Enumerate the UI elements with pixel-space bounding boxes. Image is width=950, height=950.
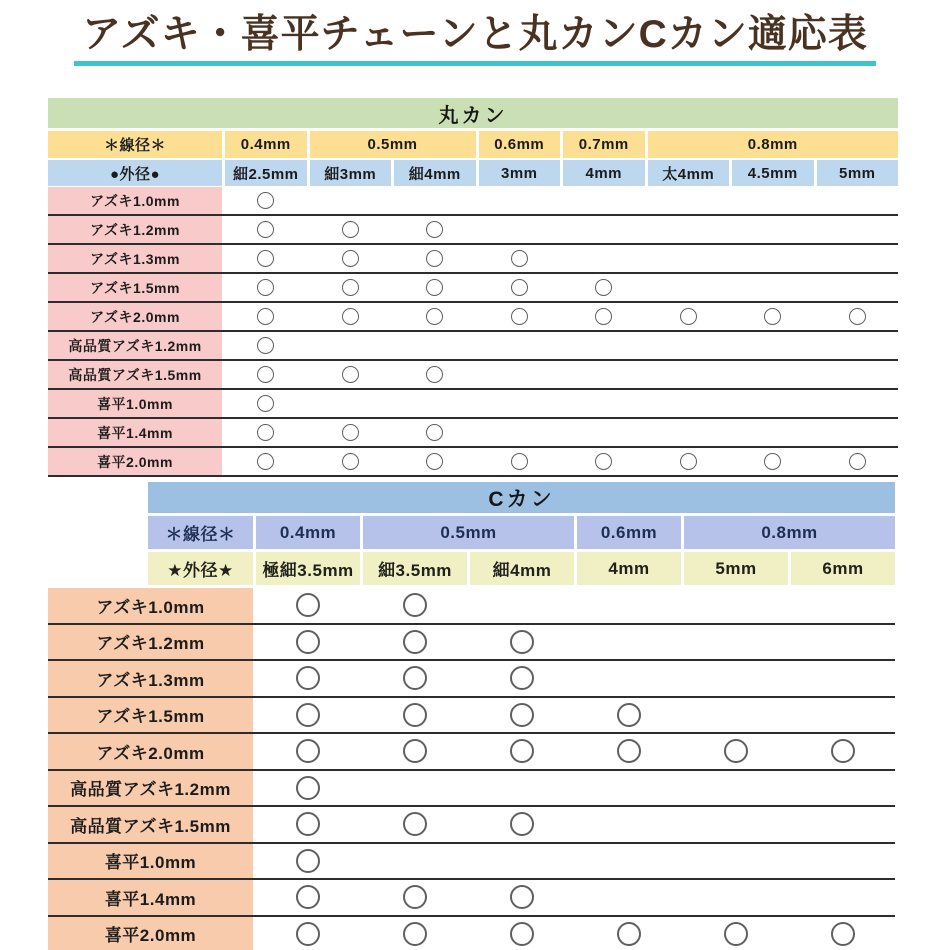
ckan-wire-diameter-row — [148, 516, 895, 549]
marukan-outer-size-cell: 細2.5mm — [225, 160, 307, 186]
compat-circle — [511, 250, 528, 267]
compat-circle — [831, 739, 855, 763]
compat-cell — [394, 187, 476, 214]
compat-cell — [577, 771, 681, 806]
compat-cell — [394, 274, 476, 301]
compat-cell — [256, 661, 360, 696]
compat-cell — [563, 332, 645, 359]
compat-cell — [791, 588, 895, 623]
compat-circle — [510, 812, 534, 836]
compat-cell — [256, 917, 360, 950]
compat-cell — [563, 361, 645, 388]
compat-cell — [310, 419, 392, 446]
compat-cell — [577, 844, 681, 879]
compat-circle — [342, 308, 359, 325]
compat-cell — [648, 274, 730, 301]
compat-cell — [394, 332, 476, 359]
marukan-wire-size-cell: 0.5mm — [310, 131, 476, 158]
marukan-table-body — [48, 187, 898, 477]
compat-cell — [817, 332, 899, 359]
compat-cell — [648, 245, 730, 272]
chain-row — [48, 216, 898, 245]
compat-cell — [577, 807, 681, 842]
compat-cell — [791, 698, 895, 733]
compat-circle — [426, 453, 443, 470]
compat-circle — [617, 739, 641, 763]
compat-circle — [257, 221, 274, 238]
compat-cell — [732, 361, 814, 388]
compat-cell — [817, 187, 899, 214]
chain-label: 喜平1.0mm — [48, 844, 253, 879]
compat-cell — [470, 698, 574, 733]
chain-row — [48, 332, 898, 361]
compat-circle — [511, 279, 528, 296]
compat-cell — [363, 880, 467, 915]
compat-circle — [403, 593, 427, 617]
compat-cell — [394, 448, 476, 475]
compat-cell — [479, 332, 561, 359]
compat-cell — [225, 390, 307, 417]
compat-circle — [617, 703, 641, 727]
compat-cell — [563, 216, 645, 243]
compat-circle — [257, 453, 274, 470]
chain-label: アズキ2.0mm — [48, 303, 222, 330]
compat-cell — [684, 734, 788, 769]
compat-cell — [470, 771, 574, 806]
compat-circle — [617, 922, 641, 946]
compat-cell — [479, 419, 561, 446]
compat-circle — [342, 453, 359, 470]
chain-label: 喜平1.4mm — [48, 880, 253, 915]
compat-circle — [257, 308, 274, 325]
compat-circle — [511, 453, 528, 470]
compat-cell — [394, 390, 476, 417]
chain-label: 高品質アズキ1.5mm — [48, 361, 222, 388]
compat-cell — [363, 807, 467, 842]
ckan-outer-size-cell: 細4mm — [470, 552, 574, 585]
marukan-outer-size-cell: 太4mm — [648, 160, 730, 186]
compat-circle — [257, 366, 274, 383]
compat-cell — [684, 807, 788, 842]
compat-cell — [732, 274, 814, 301]
compat-circle — [296, 703, 320, 727]
compat-cell — [732, 303, 814, 330]
compat-cell — [563, 274, 645, 301]
compat-cell — [648, 448, 730, 475]
compat-cell — [310, 216, 392, 243]
chain-row — [48, 625, 895, 662]
compat-cell — [394, 419, 476, 446]
compat-circle — [595, 453, 612, 470]
compat-cell — [732, 390, 814, 417]
marukan-wire-size-cell: 0.4mm — [225, 131, 307, 158]
chain-label: 喜平2.0mm — [48, 917, 253, 950]
marukan-wire-diameter-label: ＊線径＊ — [48, 131, 222, 158]
marukan-outer-size-cell: 細3mm — [310, 160, 392, 186]
chain-label: 喜平1.0mm — [48, 390, 222, 417]
compat-cell — [648, 390, 730, 417]
chain-row — [48, 917, 895, 950]
compat-circle — [849, 453, 866, 470]
compat-cell — [791, 625, 895, 660]
compat-cell — [791, 771, 895, 806]
chain-row — [48, 734, 895, 771]
compat-cell — [363, 661, 467, 696]
compat-circle — [403, 922, 427, 946]
chain-row — [48, 807, 895, 844]
compat-circle — [342, 250, 359, 267]
compat-cell — [732, 332, 814, 359]
title-wrap — [0, 15, 950, 66]
compat-cell — [470, 844, 574, 879]
compat-cell — [479, 274, 561, 301]
chain-row — [48, 187, 898, 216]
compat-circle — [426, 221, 443, 238]
ckan-table-body — [48, 588, 895, 950]
compat-cell — [363, 588, 467, 623]
chain-row — [48, 245, 898, 274]
compat-cell — [577, 661, 681, 696]
compat-cell — [684, 698, 788, 733]
ckan-table-header — [148, 482, 895, 585]
compat-circle — [403, 739, 427, 763]
ckan-wire-size-cell: 0.8mm — [684, 516, 895, 549]
compat-cell — [817, 274, 899, 301]
compat-cell — [732, 216, 814, 243]
compat-circle — [510, 739, 534, 763]
marukan-outer-size-cell: 細4mm — [394, 160, 476, 186]
compat-cell — [256, 734, 360, 769]
compat-cell — [577, 734, 681, 769]
compat-circle — [296, 922, 320, 946]
compat-cell — [577, 698, 681, 733]
chain-label: アズキ1.5mm — [48, 698, 253, 733]
chain-label: アズキ1.2mm — [48, 625, 253, 660]
compat-cell — [684, 917, 788, 950]
compat-cell — [684, 625, 788, 660]
compat-cell — [310, 361, 392, 388]
chain-row — [48, 419, 898, 448]
compat-cell — [479, 303, 561, 330]
compat-circle — [510, 666, 534, 690]
compat-cell — [363, 734, 467, 769]
compat-circle — [511, 308, 528, 325]
compat-circle — [595, 279, 612, 296]
compat-cell — [256, 771, 360, 806]
compat-cell — [732, 187, 814, 214]
compat-cell — [470, 625, 574, 660]
compat-cell — [479, 390, 561, 417]
marukan-outer-diameter-label: ●外径● — [48, 160, 222, 186]
compat-cell — [732, 448, 814, 475]
compat-cell — [363, 625, 467, 660]
compat-cell — [732, 419, 814, 446]
chain-label: アズキ1.3mm — [48, 661, 253, 696]
compat-circle — [426, 250, 443, 267]
compat-circle — [510, 703, 534, 727]
compat-cell — [256, 807, 360, 842]
compat-cell — [684, 661, 788, 696]
compat-cell — [732, 245, 814, 272]
compat-circle — [296, 739, 320, 763]
chain-row — [48, 274, 898, 303]
chain-label: アズキ1.3mm — [48, 245, 222, 272]
compat-circle — [510, 885, 534, 909]
ckan-outer-size-cell: 6mm — [791, 552, 895, 585]
chain-label: アズキ1.0mm — [48, 588, 253, 623]
chain-row — [48, 844, 895, 881]
ckan-wire-diameter-label: ＊線径＊ — [148, 516, 253, 549]
ckan-outer-diameter-label: ★外径★ — [148, 552, 253, 585]
marukan-wire-diameter-row — [48, 131, 898, 158]
compat-cell — [563, 187, 645, 214]
compat-cell — [363, 771, 467, 806]
compat-cell — [791, 807, 895, 842]
compat-circle — [403, 630, 427, 654]
compat-cell — [648, 303, 730, 330]
compat-cell — [479, 448, 561, 475]
compat-cell — [577, 880, 681, 915]
compat-circle — [426, 366, 443, 383]
compat-cell — [817, 448, 899, 475]
compat-circle — [510, 630, 534, 654]
compat-cell — [470, 588, 574, 623]
compat-circle — [680, 308, 697, 325]
ckan-outer-size-cell: 4mm — [577, 552, 681, 585]
compat-circle — [510, 922, 534, 946]
compat-cell — [563, 390, 645, 417]
compat-cell — [256, 880, 360, 915]
ckan-table-title: Cカン — [148, 482, 895, 513]
chain-row — [48, 698, 895, 735]
compat-circle — [342, 279, 359, 296]
compat-cell — [791, 661, 895, 696]
compat-circle — [426, 308, 443, 325]
compat-cell — [394, 245, 476, 272]
compat-cell — [310, 390, 392, 417]
compat-cell — [648, 361, 730, 388]
marukan-outer-size-cell: 5mm — [817, 160, 899, 186]
marukan-outer-size-cell: 4.5mm — [732, 160, 814, 186]
marukan-table-title: 丸カン — [48, 98, 898, 128]
compat-cell — [394, 303, 476, 330]
compat-cell — [363, 844, 467, 879]
marukan-outer-diameter-row — [48, 160, 898, 186]
compat-circle — [764, 308, 781, 325]
compat-cell — [310, 448, 392, 475]
chain-label: 高品質アズキ1.5mm — [48, 807, 253, 842]
chain-label: 喜平2.0mm — [48, 448, 222, 475]
compat-cell — [791, 844, 895, 879]
chain-row — [48, 448, 898, 477]
chain-label: アズキ1.5mm — [48, 274, 222, 301]
chain-row — [48, 361, 898, 390]
ckan-wire-size-cell: 0.4mm — [256, 516, 360, 549]
compat-cell — [470, 807, 574, 842]
compat-circle — [257, 337, 274, 354]
chain-row — [48, 588, 895, 625]
compat-circle — [296, 593, 320, 617]
compat-circle — [831, 922, 855, 946]
marukan-table — [48, 98, 898, 477]
compat-cell — [684, 588, 788, 623]
compat-cell — [479, 187, 561, 214]
marukan-outer-size-cell: 3mm — [479, 160, 561, 186]
compat-cell — [225, 419, 307, 446]
compat-cell — [577, 625, 681, 660]
compat-circle — [296, 812, 320, 836]
compat-cell — [817, 216, 899, 243]
compat-cell — [225, 332, 307, 359]
ckan-outer-diameter-row — [148, 552, 895, 585]
compat-cell — [256, 844, 360, 879]
ckan-outer-size-cell: 5mm — [684, 552, 788, 585]
chain-label: 高品質アズキ1.2mm — [48, 332, 222, 359]
ckan-outer-size-cell: 極細3.5mm — [256, 552, 360, 585]
chain-row — [48, 880, 895, 917]
compat-circle — [296, 776, 320, 800]
compat-circle — [595, 308, 612, 325]
compat-cell — [817, 303, 899, 330]
compat-cell — [817, 390, 899, 417]
compat-circle — [296, 849, 320, 873]
compat-cell — [470, 734, 574, 769]
compat-cell — [817, 361, 899, 388]
marukan-wire-size-cell: 0.7mm — [563, 131, 645, 158]
compat-circle — [426, 424, 443, 441]
compat-cell — [310, 245, 392, 272]
compat-cell — [470, 880, 574, 915]
compat-cell — [256, 625, 360, 660]
compat-cell — [256, 588, 360, 623]
compat-cell — [310, 303, 392, 330]
marukan-wire-size-cell: 0.8mm — [648, 131, 899, 158]
compat-cell — [684, 880, 788, 915]
compat-cell — [791, 917, 895, 950]
compat-cell — [394, 216, 476, 243]
compat-cell — [648, 332, 730, 359]
compat-circle — [764, 453, 781, 470]
compat-circle — [403, 666, 427, 690]
compat-cell — [479, 245, 561, 272]
compat-cell — [394, 361, 476, 388]
compat-cell — [479, 361, 561, 388]
compat-cell — [470, 661, 574, 696]
compat-circle — [296, 666, 320, 690]
compat-circle — [724, 922, 748, 946]
compat-circle — [403, 703, 427, 727]
compat-cell — [225, 274, 307, 301]
compat-cell — [684, 771, 788, 806]
compat-circle — [296, 630, 320, 654]
compat-cell — [648, 419, 730, 446]
marukan-outer-size-cell: 4mm — [563, 160, 645, 186]
compat-cell — [225, 448, 307, 475]
compat-cell — [563, 448, 645, 475]
compat-circle — [849, 308, 866, 325]
ckan-wire-size-cell: 0.5mm — [363, 516, 574, 549]
compat-cell — [363, 698, 467, 733]
compat-circle — [342, 366, 359, 383]
compat-cell — [225, 303, 307, 330]
compat-circle — [403, 885, 427, 909]
compat-cell — [648, 216, 730, 243]
chain-row — [48, 303, 898, 332]
compat-cell — [577, 917, 681, 950]
compat-cell — [225, 216, 307, 243]
compat-circle — [257, 279, 274, 296]
compat-circle — [257, 250, 274, 267]
compat-cell — [225, 187, 307, 214]
compat-circle — [426, 279, 443, 296]
compat-cell — [791, 880, 895, 915]
compat-cell — [648, 187, 730, 214]
compat-cell — [310, 187, 392, 214]
compat-cell — [225, 361, 307, 388]
page-title: アズキ・喜平チェーンと丸カンCカン適応表 — [74, 15, 876, 66]
compat-cell — [817, 245, 899, 272]
chain-label: アズキ2.0mm — [48, 734, 253, 769]
compat-circle — [342, 221, 359, 238]
chain-row — [48, 661, 895, 698]
compat-cell — [577, 588, 681, 623]
ckan-outer-size-cell: 細3.5mm — [363, 552, 467, 585]
compat-circle — [257, 424, 274, 441]
compat-circle — [342, 424, 359, 441]
compat-cell — [310, 332, 392, 359]
chain-label: 高品質アズキ1.2mm — [48, 771, 253, 806]
compat-cell — [563, 419, 645, 446]
compat-cell — [817, 419, 899, 446]
compat-cell — [791, 734, 895, 769]
chain-row — [48, 390, 898, 419]
compat-cell — [470, 917, 574, 950]
compat-cell — [225, 245, 307, 272]
compat-cell — [563, 245, 645, 272]
ckan-wire-size-cell: 0.6mm — [577, 516, 681, 549]
compat-cell — [256, 698, 360, 733]
compat-cell — [310, 274, 392, 301]
compat-circle — [257, 395, 274, 412]
compat-circle — [724, 739, 748, 763]
compat-cell — [479, 216, 561, 243]
compat-circle — [257, 192, 274, 209]
chain-label: アズキ1.0mm — [48, 187, 222, 214]
compat-circle — [403, 812, 427, 836]
compat-cell — [363, 917, 467, 950]
chain-label: アズキ1.2mm — [48, 216, 222, 243]
chain-row — [48, 771, 895, 808]
marukan-wire-size-cell: 0.6mm — [479, 131, 561, 158]
chain-label: 喜平1.4mm — [48, 419, 222, 446]
compat-cell — [563, 303, 645, 330]
compat-circle — [680, 453, 697, 470]
compat-circle — [296, 885, 320, 909]
compat-cell — [684, 844, 788, 879]
